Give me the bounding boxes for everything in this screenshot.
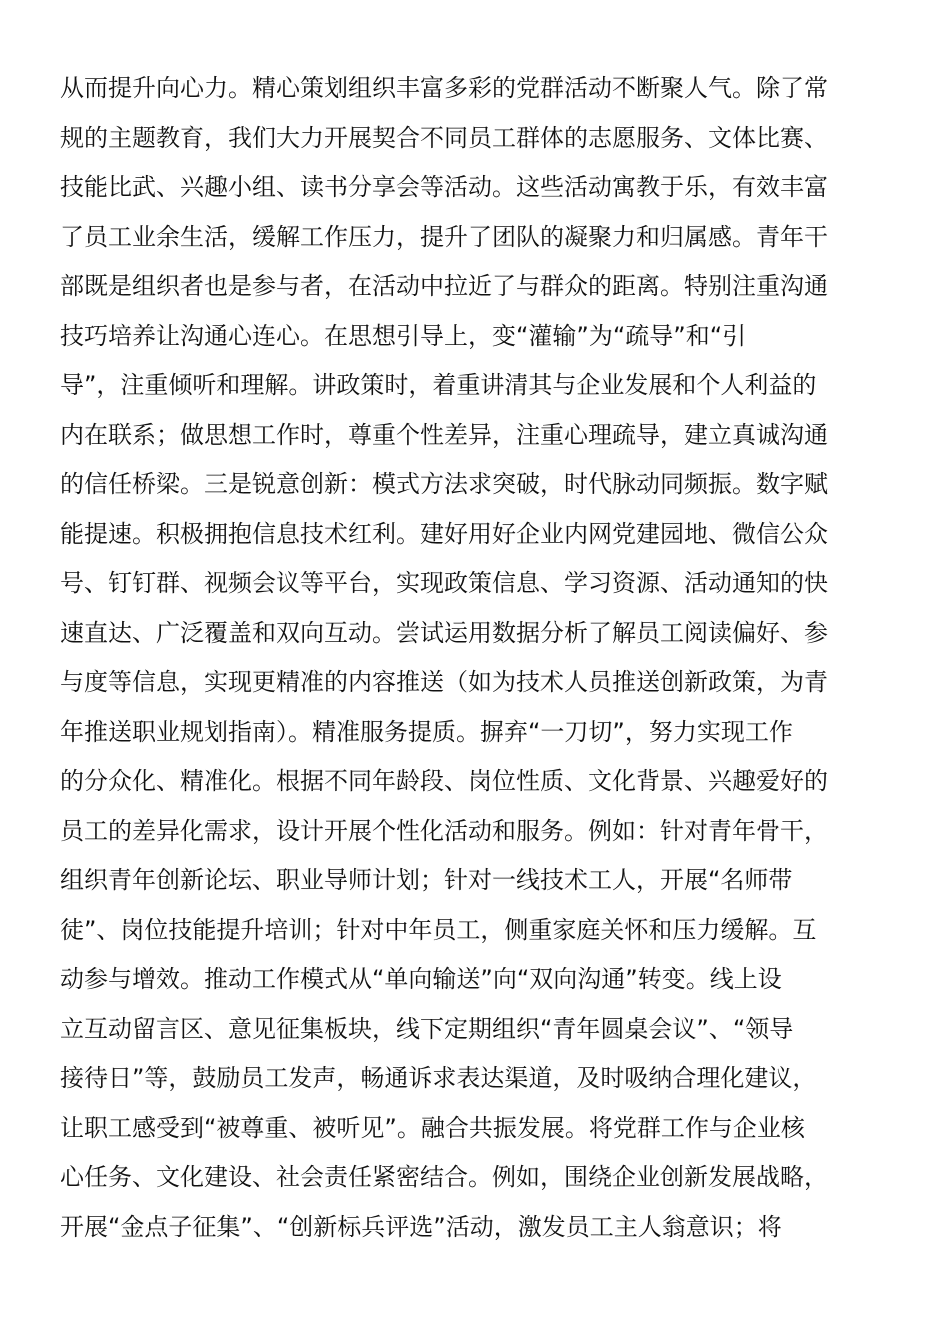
text-line: 心任务、文化建设、社会责任紧密结合。例如，围绕企业创新发展战略， [60,1163,828,1191]
text-line: 接待日”等，鼓励员工发声，畅通诉求表达渠道，及时吸纳合理化建议， [60,1064,817,1092]
text-line: 从而提升向心力。精心策划组织丰富多彩的党群活动不断聚人气。除了常 [60,74,828,102]
text-line: 技能比武、兴趣小组、读书分享会等活动。这些活动寓教于乐，有效丰富 [60,173,828,201]
body-text [60,70,880,1258]
text-line: 技巧培养让沟通心连心。在思想引导上，变“灌输”为“疏导”和“引 [60,321,747,350]
text-line: 徒”、岗位技能提升培训；针对中年员工，侧重家庭关怀和压力缓解。互 [60,915,817,944]
text-line: 导”，注重倾听和理解。讲政策时，着重讲清其与企业发展和个人利益的 [60,371,817,399]
text-line: 组织青年创新论坛、职业导师计划；针对一线技术工人，开展“名师带 [60,866,793,894]
text-line: 开展“金点子征集”、“创新标兵评选”活动，激发员工主人翁意识；将 [60,1212,782,1241]
text-line: 让职工感受到“被尊重、被听见”。融合共振发展。将党群工作与企业核 [60,1113,805,1142]
text-line: 的分众化、精准化。根据不同年龄段、岗位性质、文化背景、兴趣爱好的 [60,767,828,795]
text-line: 员工的差异化需求，设计开展个性化活动和服务。例如：针对青年骨干， [60,816,828,845]
text-line: 与度等信息，实现更精准的内容推送（如为技术人员推送创新政策，为青 [60,668,828,696]
text-line: 立互动留言区、意见征集板块，线下定期组织“青年圆桌会议”、“领导 [60,1014,794,1043]
text-line: 动参与增效。推动工作模式从“单向输送”向“双向沟通”转变。线上设 [60,965,782,993]
text-line: 号、钉钉群、视频会议等平台，实现政策信息、学习资源、活动通知的快 [60,569,828,597]
text-line: 能提速。积极拥抱信息技术红利。建好用好企业内网党建园地、微信公众 [60,519,828,548]
text-line: 年推送职业规划指南）。精准服务提质。摒弃“一刀切”，努力实现工作 [60,717,793,746]
text-line: 规的主题教育，我们大力开展契合不同员工群体的志愿服务、文体比赛、 [60,123,828,152]
text-line: 的信任桥梁。三是锐意创新：模式方法求突破，时代脉动同频振。数字赋 [60,470,828,498]
text-line: 内在联系；做思想工作时，尊重个性差异，注重心理疏导，建立真诚沟通 [60,420,828,449]
text-line: 了员工业余生活，缓解工作压力，提升了团队的凝聚力和归属感。青年干 [60,222,828,251]
text-line: 部既是组织者也是参与者，在活动中拉近了与群众的距离。特别注重沟通 [60,272,828,300]
text-line: 速直达、广泛覆盖和双向互动。尝试运用数据分析了解员工阅读偏好、参 [60,618,828,647]
